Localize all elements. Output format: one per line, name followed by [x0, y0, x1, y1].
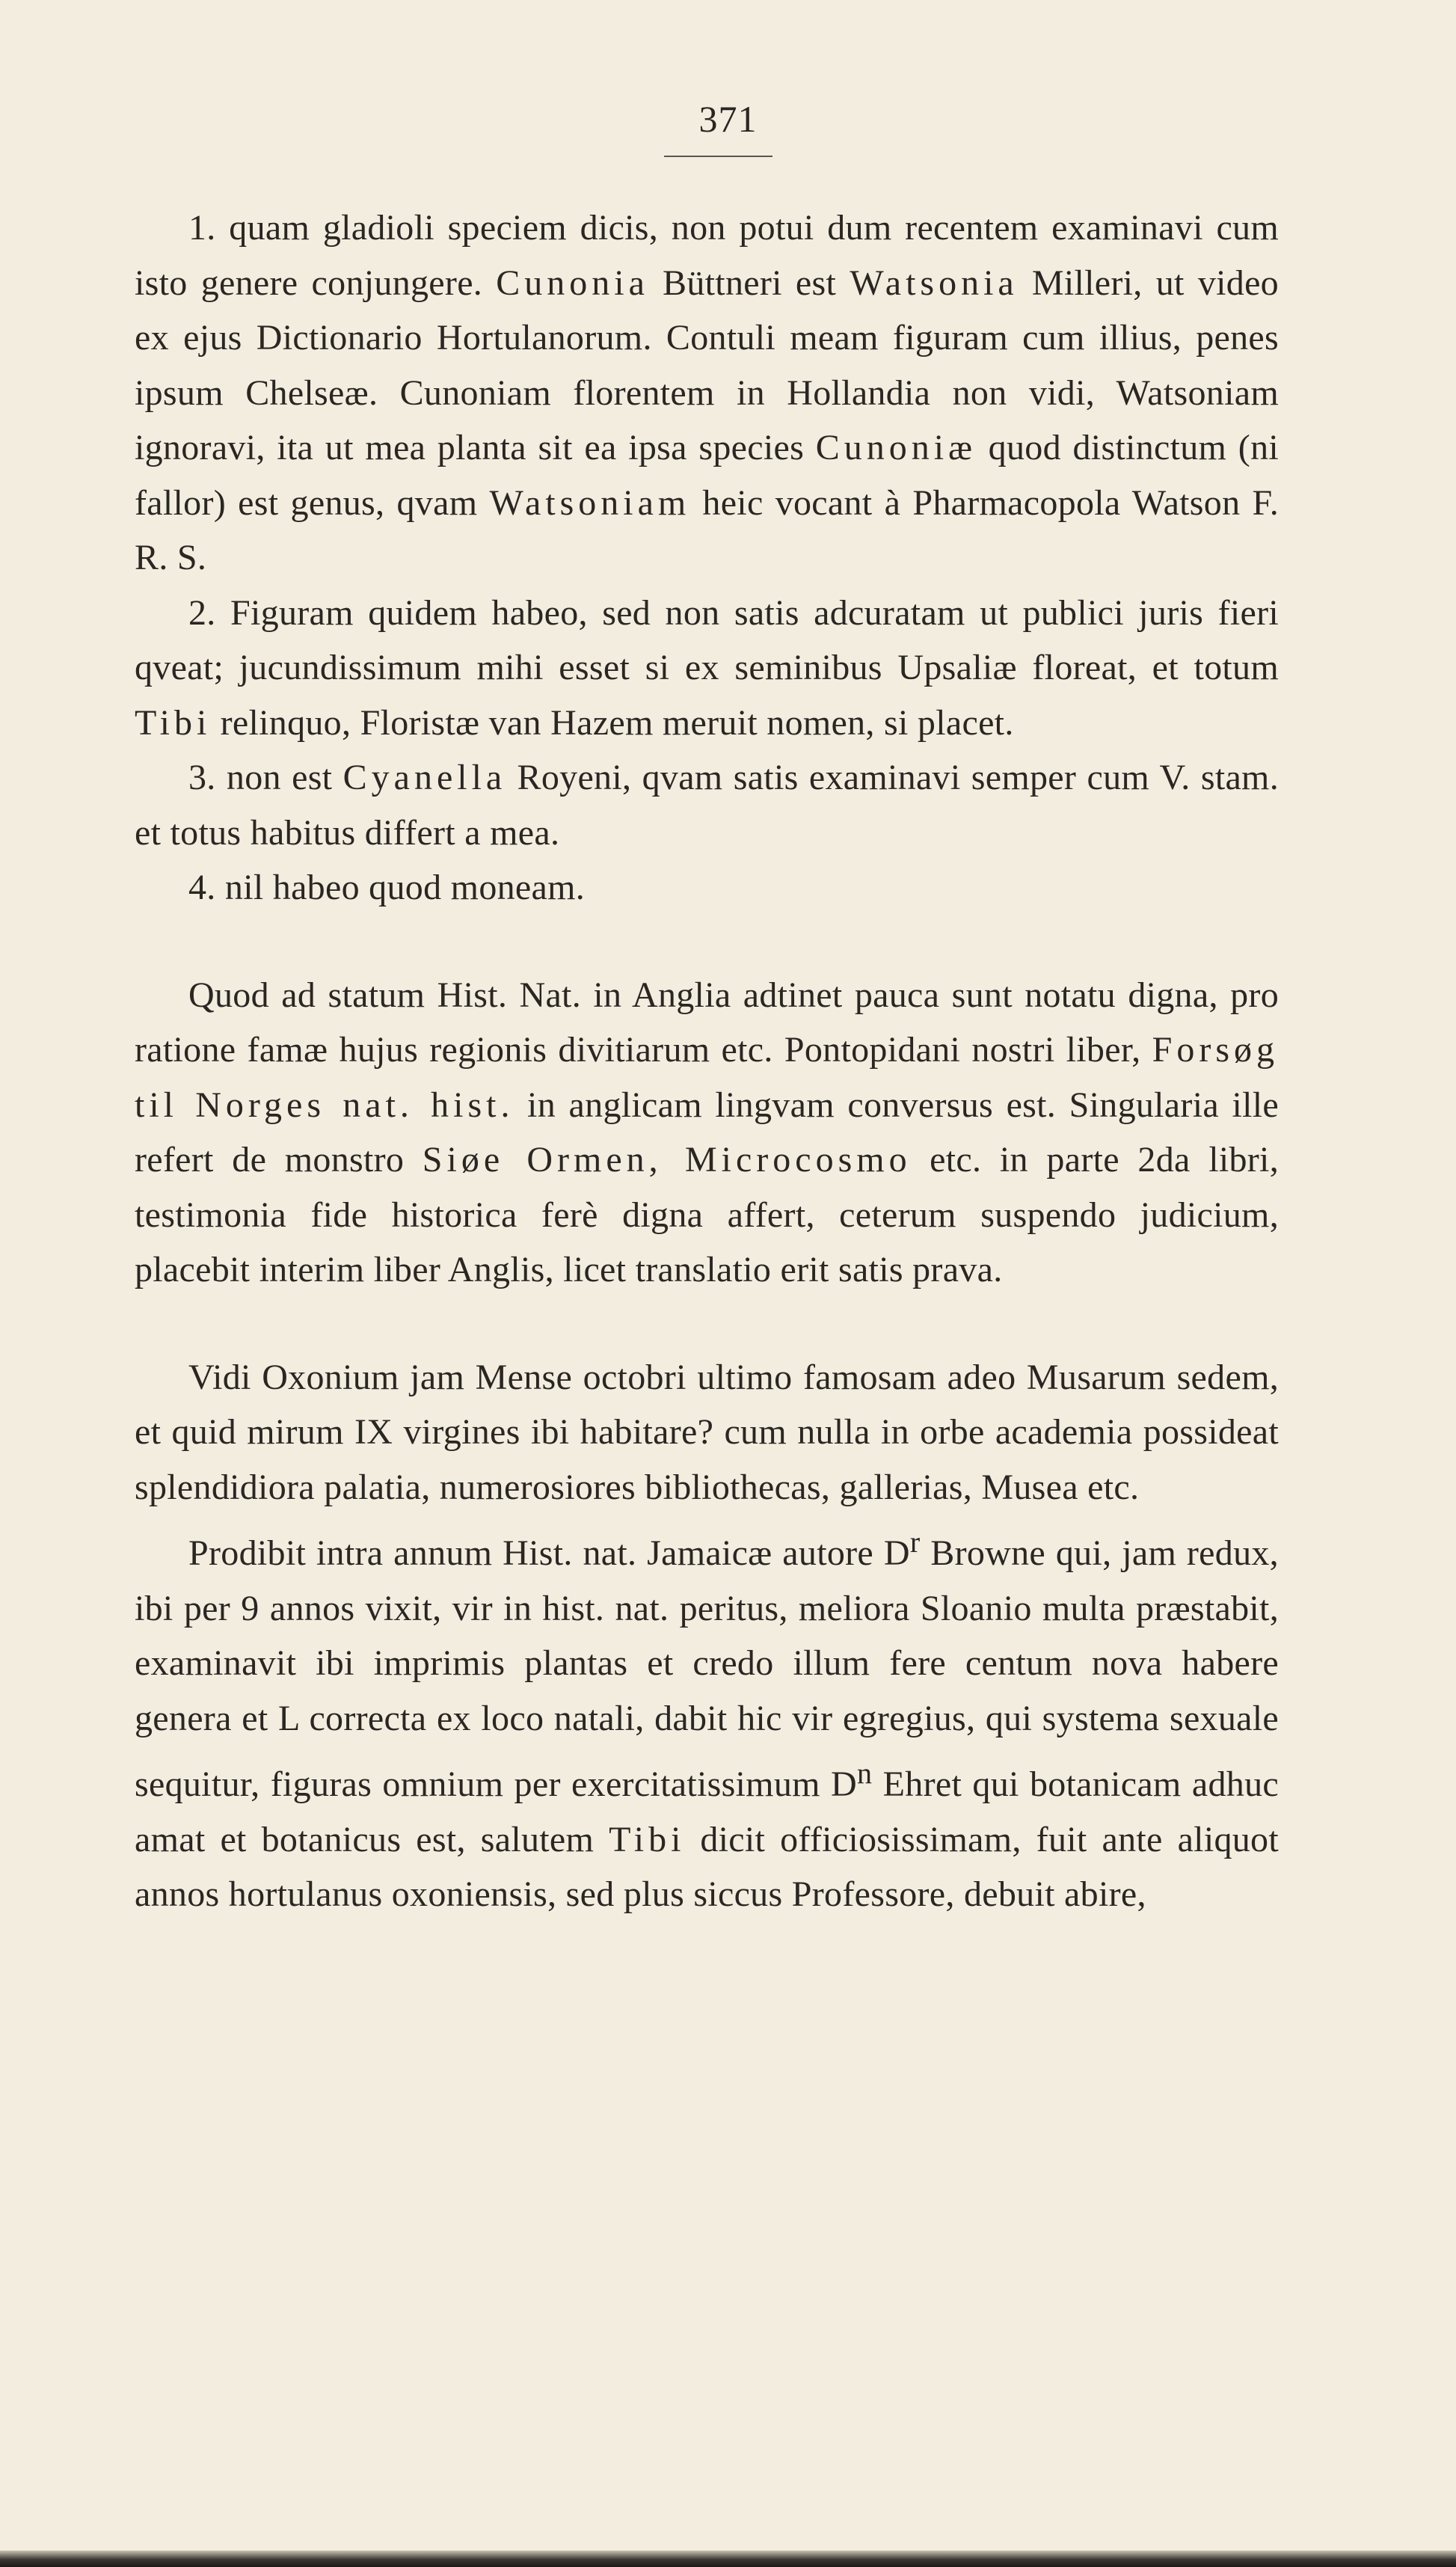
- paragraph: [135, 200, 1279, 586]
- text-run: 4. nil habeo quod moneam.: [188, 868, 586, 907]
- text-run: dicit officiosissimam, fuit ante aliquot annos hortulanus oxoniensis, sed plus siccus Professore, debuit abire,: [135, 1819, 1279, 1914]
- spaced-term: Siøe Ormen, Microcosmo: [422, 1140, 912, 1180]
- spaced-term: Forsøg til Norges nat. hist.: [135, 1030, 1279, 1125]
- superscript-abbrev: n: [857, 1756, 873, 1790]
- text-run: Quod ad statum Hist. Nat. in Anglia adtinet pauca sunt notatu digna, pro ratione famæ hujus regionis divitiarum etc. Pontopidani nostri liber,: [135, 975, 1279, 1070]
- text-run: Royeni, qvam satis examinavi semper cum V. stam. et totus habitus differt a mea.: [135, 758, 1279, 853]
- text-run: Prodibit intra annum Hist. nat. Jamaicæ autore D: [188, 1533, 910, 1573]
- text-run: 3. non est: [188, 758, 343, 797]
- scan-edge-band: [0, 2551, 1456, 2567]
- paragraph: [135, 860, 1279, 916]
- spaced-term: Cyanella: [343, 758, 507, 797]
- text-run: Browne qui, jam redux, ibi per 9 annos vixit, vir in hist. nat. peritus, meliora Sloanio multa præstabit, examinavit ibi imprimis plantas et credo illum fere centum nova habere genera et L correcta ex loco natali, dabit hic vir egregius, qui systema sexuale sequitur, figuras omnium per exercitatissimum D: [135, 1533, 1279, 1804]
- spaced-term: Watsoniam: [489, 482, 691, 523]
- paragraph: [135, 586, 1279, 751]
- spaced-term: Tibi: [609, 1819, 686, 1859]
- page-number-rule: [664, 156, 772, 157]
- text-run: heic vocant à Pharmacopola Watson F. R. S.: [135, 482, 1279, 577]
- text-run: 1. quam gladioli speciem dicis, non potui dum recentem examinavi cum isto genere conjungere.: [135, 208, 1279, 303]
- paragraph-gap: [135, 1298, 1279, 1350]
- text-run: relinquo, Floristæ van Hazem meruit nomen, si placet.: [211, 702, 1014, 743]
- body-text: [135, 200, 1279, 1922]
- paragraph-gap: [135, 916, 1279, 968]
- text-run: Büttneri est: [648, 263, 850, 303]
- paragraph: [135, 1350, 1279, 1515]
- page-number: 371: [698, 98, 758, 140]
- superscript-abbrev: r: [909, 1525, 921, 1559]
- text-run: Vidi Oxonium jam Mense octobri ultimo famosam adeo Musarum sedem, et quid mirum IX virgines ibi habitare? cum nulla in orbe academia possideat splendidiora palatia, numerosiores bibliothecas, gallerias, Musea etc.: [135, 1357, 1279, 1507]
- paragraph: [135, 968, 1279, 1298]
- text-run: Ehret qui botanicam adhuc amat et botanicus est, salutem: [135, 1764, 1279, 1859]
- text-run: Milleri, ut video ex ejus Dictionario Hortulanorum. Contuli meam figuram cum illius, penes ipsum Chelseæ. Cunoniam florentem in Hollandia non vidi, Watsoniam ignoravi, ita ut mea planta sit ea ipsa species: [135, 263, 1279, 467]
- spaced-term: Watsonia: [850, 263, 1019, 303]
- text-run: quod distinctum (ni fallor) est genus, qvam: [135, 428, 1280, 523]
- paragraph: [135, 750, 1279, 860]
- text-run: in anglicam lingvam conversus est. Singularia ille refert de monstro: [135, 1085, 1279, 1180]
- text-run: etc. in parte 2da libri, testimonia fide historica ferè digna affert, ceterum suspendo judicium, placebit interim liber Anglis, licet translatio erit satis prava.: [135, 1140, 1279, 1289]
- text-run: 2. Figuram quidem habeo, sed non satis adcuratam ut publici juris fieri qveat; jucundissimum mihi esset si ex seminibus Upsaliæ floreat, et totum: [135, 592, 1279, 687]
- spaced-term: Tibi: [135, 702, 212, 743]
- paragraph: [135, 1515, 1279, 1922]
- spaced-term: Cunonia: [496, 263, 649, 303]
- spaced-term: Cunoniæ: [815, 428, 977, 467]
